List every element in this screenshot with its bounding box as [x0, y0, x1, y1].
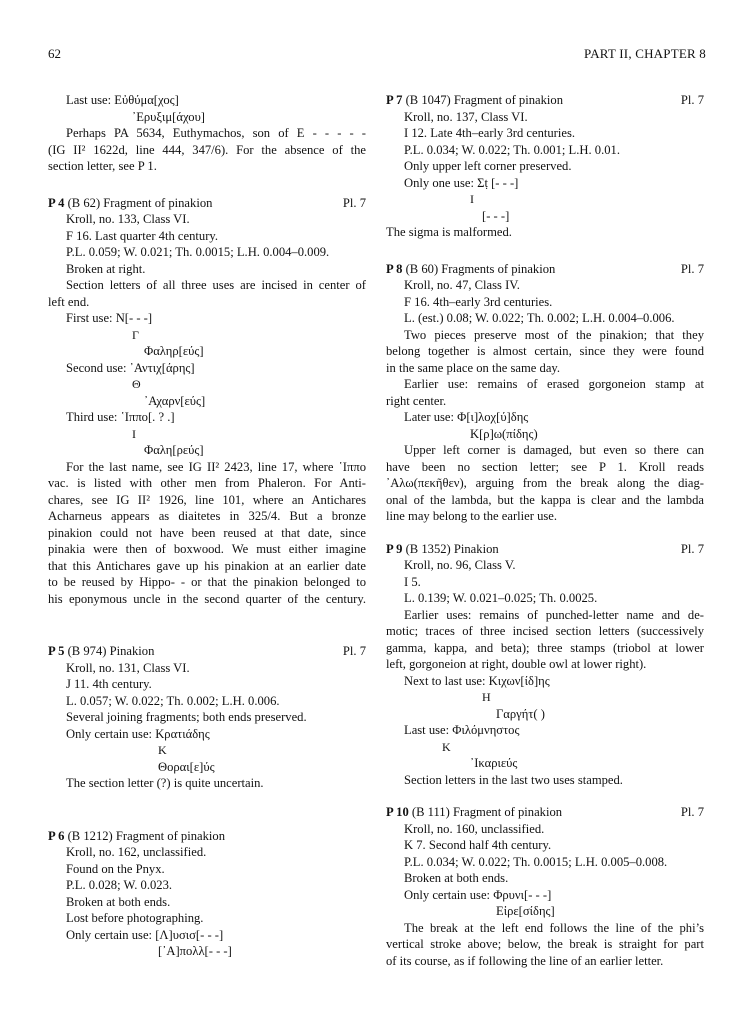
left-column	[48, 92, 366, 960]
p9-last-use	[386, 722, 704, 739]
section-letter: Ι	[470, 192, 474, 206]
entry-p4-heading	[48, 195, 366, 212]
p4-note: that this Antichares gave up his pinakion at an earlier date	[48, 558, 366, 573]
use-demotic: Φαληρ[εύς]	[144, 344, 204, 358]
use-demotic: Φαλη[ρεύς]	[144, 443, 204, 457]
use-label: First use:	[66, 311, 113, 325]
last-use-demotic: ᾿Ερυξιμ[άχου]	[132, 109, 205, 124]
p5-line: Kroll, no. 131, Class VI.	[66, 660, 190, 675]
section-letter: Ι	[132, 426, 136, 441]
p6-line: Broken at both ends.	[66, 894, 171, 909]
p10-use	[386, 887, 704, 904]
use-name: ᾿Αντιχ[άρης]	[129, 360, 195, 375]
p4-note: Acharneus appears as diaitetes in 325/4. But a bronze	[48, 509, 366, 523]
use-label: Second use:	[66, 360, 127, 375]
p7-use	[386, 175, 704, 192]
p8-para: ᾿Αλω(πεκῆθεν), arguing from the break along the diag-	[386, 476, 704, 490]
entry-title: (B 111) Fragment of pinakion	[411, 805, 563, 819]
entry-p10-heading	[386, 804, 704, 821]
use-name: Φιλόμνηστος	[452, 723, 520, 737]
p8-para: have been no section letter; see P 1. Kroll reads	[386, 459, 704, 474]
p4-note: pinakia were then of boxwood. We must either imagine	[48, 542, 366, 556]
p9-para: motic; traces of three incised section letters (successively	[386, 624, 704, 638]
p10-note: vertical stroke above; below, the break is straight for part	[386, 937, 704, 951]
entry-title: (B 60) Fragments of pinakion	[405, 261, 556, 276]
use-demotic: Εἰρε[σίδης]	[496, 904, 555, 918]
p7-line: Kroll, no. 137, Class VI.	[404, 109, 528, 124]
entry-p6-heading	[48, 828, 366, 845]
p5-use	[48, 726, 366, 743]
use-label: Only certain use:	[66, 927, 153, 942]
entry-title: (B 62) Fragment of pinakion	[67, 195, 213, 210]
use-label: Only one use:	[404, 175, 474, 190]
p5-line: Several joining fragments; both ends preserved.	[66, 710, 307, 724]
p9-next-use	[386, 673, 704, 690]
p4-line: P.L. 0.059; W. 0.021; Th. 0.0015; L.H. 0.004–0.009.	[66, 245, 330, 259]
plate-ref: Pl. 7	[680, 261, 704, 276]
p9-para: gamma, kappa, and beta); three stamps (triobol at lower	[386, 640, 704, 655]
p4-note: to be reused by Hippo- - or that the pinakion belonged to	[48, 575, 366, 589]
use-name: ῾Ιππο[. ? .]	[120, 410, 175, 424]
p10-line: Broken at both ends.	[404, 871, 509, 885]
use-demotic: Θοραι[ε]ύς	[158, 759, 215, 774]
p7-line: Only upper left corner preserved.	[404, 159, 572, 173]
p9-note: Section letters in the last two uses stamped.	[404, 772, 623, 787]
entry-label: P 4	[48, 195, 65, 210]
p8-line: Kroll, no. 47, Class IV.	[404, 278, 520, 292]
entry-label: P 6	[48, 828, 65, 843]
use-name: Κιχων[ίδ]ης	[488, 673, 550, 688]
use-demotic: ᾿Αχαρν[εύς]	[144, 393, 206, 408]
entry-title: (B 974) Pinakion	[67, 644, 155, 658]
plate-ref: Pl. 7	[342, 195, 366, 210]
p8-para: Two pieces preserve most of the pinakion; that they	[404, 327, 704, 342]
p10-line: K 7. Second half 4th century.	[404, 838, 552, 852]
p4-note: pinakion could not have been reused at that date, since	[48, 525, 366, 540]
p4-line: Broken at right.	[66, 261, 146, 276]
p10-note: The break at the left end follows the line of the phi’s	[404, 920, 704, 935]
p4-note: chares, see IG II² 1926, line 101, where an Antichares	[48, 492, 366, 507]
p10-line: P.L. 0.034; W. 0.022; Th. 0.0015; L.H. 0.005–0.008.	[404, 854, 668, 869]
p7-line: P.L. 0.034; W. 0.022; Th. 0.001; L.H. 0.01.	[404, 142, 620, 157]
p4-line: F 16. Last quarter 4th century.	[66, 228, 219, 243]
p8-para: onal of the lambda, but the kappa is clear and the lambda	[386, 492, 704, 507]
p8-para: Earlier use: remains of erased gorgoneion stamp at	[404, 377, 704, 391]
use-label: Last use:	[404, 723, 450, 737]
p4-line: left end.	[48, 294, 90, 309]
entry-p9-heading	[386, 541, 704, 558]
use-demotic: [᾿Α]πολλ[- - -]	[158, 944, 232, 958]
p7-note: The sigma is malformed.	[386, 225, 512, 239]
p4-note: For the last name, see IG II² 2423, line 17, where ῾Ιππο	[66, 459, 366, 474]
entry-label: P 7	[386, 93, 403, 107]
use-demotic: Κ[ρ]ω(πίδης)	[470, 426, 538, 441]
entry-label: P 10	[386, 805, 409, 819]
p4-use-1	[48, 310, 366, 327]
entry-p8-heading	[386, 261, 704, 278]
entry-label: P 8	[386, 261, 403, 276]
section-letter: Κ	[158, 743, 167, 757]
use-name: Σṭ [- - -]	[477, 175, 519, 190]
use-demotic: Γαργήτ( )	[496, 706, 545, 721]
page-number: 62	[48, 46, 61, 61]
section-letter: Κ	[442, 739, 451, 754]
p9-line: I 5.	[404, 574, 421, 589]
p4-note: his eponymous uncle in the second quarter of the century.	[48, 591, 366, 606]
p6-use	[48, 927, 366, 944]
p8-para: line may belong to the earlier use.	[386, 509, 558, 523]
right-column	[386, 92, 704, 969]
use-label: Third use:	[66, 410, 118, 424]
use-label: Only certain use:	[404, 887, 491, 902]
use-label: Only certain use:	[66, 726, 153, 741]
use-demotic: ᾿Ικαριεύς	[470, 756, 518, 770]
last-use-line: Last use: Εὐθύμα[χος]	[66, 93, 179, 107]
p10-line: Kroll, no. 160, unclassified.	[404, 821, 545, 836]
p8-para: in the same place on the same day.	[386, 360, 561, 375]
entry-title: (B 1047) Fragment of pinakion	[405, 93, 564, 107]
use-name: N[- - -]	[115, 311, 153, 325]
section-letter: Θ	[132, 377, 141, 391]
entry-title: (B 1352) Pinakion	[405, 541, 499, 556]
p5-line: J 11. 4th century.	[66, 677, 152, 691]
intro-text-2: (IG II² 1622d, line 444, 347/6). For the absence of the	[48, 142, 366, 157]
p4-use-2	[48, 360, 366, 377]
p4-line: Kroll, no. 133, Class VI.	[66, 212, 190, 226]
entry-p5-heading	[48, 643, 366, 660]
p8-later-use	[386, 409, 704, 426]
p9-line: L. 0.139; W. 0.021–0.025; Th. 0.0025.	[404, 591, 598, 605]
section-letter: Η	[482, 690, 491, 704]
p6-line: Found on the Pnyx.	[66, 861, 165, 876]
p8-para: belong together is almost certain, since they were found	[386, 344, 704, 358]
section-letter: Γ	[132, 327, 139, 342]
use-label: Later use:	[404, 410, 454, 424]
p7-line: I 12. Late 4th–early 3rd centuries.	[404, 126, 575, 140]
p6-line: Lost before photographing.	[66, 911, 204, 925]
p4-line: Section letters of all three uses are incised in center of	[66, 278, 366, 292]
p5-note: The section letter (?) is quite uncertain.	[66, 776, 264, 790]
entry-label: P 5	[48, 644, 65, 658]
plate-ref: Pl. 7	[680, 93, 704, 107]
p5-line: L. 0.057; W. 0.022; Th. 0.002; L.H. 0.006.	[66, 693, 280, 708]
p8-para: right center.	[386, 393, 447, 408]
plate-ref: Pl. 7	[680, 541, 704, 556]
p8-line: F 16. 4th–early 3rd centuries.	[404, 294, 553, 309]
plate-ref: Pl. 7	[342, 644, 366, 658]
use-name: [Λ]υσισ[- - -]	[155, 927, 224, 942]
use-label: Next to last use:	[404, 673, 486, 688]
entry-p7-heading	[386, 92, 704, 109]
p10-note: of its course, as if following the line of an earlier letter.	[386, 953, 664, 968]
page-header	[48, 46, 706, 64]
entry-label: P 9	[386, 541, 403, 556]
p6-line: P.L. 0.028; W. 0.023.	[66, 878, 173, 892]
p8-line: L. (est.) 0.08; W. 0.022; Th. 0.002; L.H. 0.004–0.006.	[404, 311, 675, 325]
use-demotic: [- - -]	[482, 208, 510, 223]
entry-title: (B 1212) Fragment of pinakion	[67, 828, 226, 843]
use-name: Κρατιάδης	[155, 726, 210, 741]
intro-text-3: section letter, see P 1.	[48, 159, 157, 173]
use-name: Φρυνι[- - -]	[493, 887, 552, 902]
intro-text-1: Perhaps PA 5634, Euthymachos, son of E - - - - -	[66, 126, 366, 140]
p6-line: Kroll, no. 162, unclassified.	[66, 845, 207, 859]
p4-note: vac. is listed with other men from Phaleron. For Anti-	[48, 476, 366, 490]
p8-para: Upper left corner is damaged, but even so there can	[404, 443, 704, 457]
plate-ref: Pl. 7	[680, 805, 704, 819]
p9-para: Earlier uses: remains of punched-letter name and de-	[404, 607, 704, 622]
running-head: PART II, CHAPTER 8	[583, 46, 706, 61]
p4-use-3	[48, 409, 366, 426]
use-name: Φ[ι]λοχ[ύ]δης	[457, 410, 529, 424]
p9-line: Kroll, no. 96, Class V.	[404, 558, 516, 572]
p9-para: left, gorgoneion at right, double owl at lower right).	[386, 657, 647, 671]
